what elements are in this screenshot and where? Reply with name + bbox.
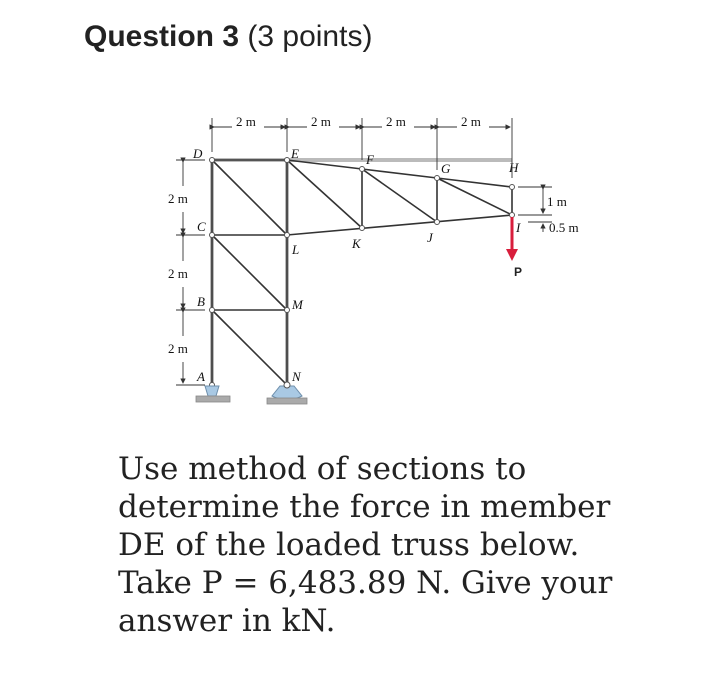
dim-top-2: 2 m <box>311 114 331 129</box>
joint-label-c: C <box>197 219 206 234</box>
prompt-line: determine the force in member <box>118 489 611 525</box>
dim-left-1: 2 m <box>168 191 188 206</box>
joint-label-l: L <box>292 242 300 257</box>
joint-label-k: K <box>352 236 361 251</box>
dim-left-2: 2 m <box>168 266 188 281</box>
member-li <box>287 215 512 235</box>
dim-right-1: 1 m <box>547 194 567 209</box>
member-gi <box>437 178 512 215</box>
dim-top-1: 2 m <box>236 114 256 129</box>
dim-left-3: 2 m <box>168 341 188 356</box>
joint-label-e: E <box>291 146 299 161</box>
dim-right-2: 0.5 m <box>549 220 579 235</box>
joint-label-h: H <box>509 160 519 175</box>
joint-label-d: D <box>193 146 203 161</box>
load-label: P <box>514 265 523 279</box>
member-ek <box>287 160 362 228</box>
prompt-line: answer in kN. <box>118 603 336 639</box>
truss-members <box>212 160 512 385</box>
question-number: Question 3 <box>84 20 240 53</box>
question-points: (3 points) <box>247 20 373 53</box>
member-cm <box>212 235 287 310</box>
joint-label-g: G <box>441 161 451 176</box>
pin-support-n <box>267 382 307 404</box>
joint-label-j: J <box>427 230 433 245</box>
prompt-line: Take P = 6,483.89 N. Give your <box>118 565 613 601</box>
joint-label-n: N <box>292 369 301 384</box>
member-bn <box>212 310 287 385</box>
joint-label-f: F <box>366 152 374 167</box>
joint-label-i: I <box>516 220 521 235</box>
dim-top-4: 2 m <box>461 114 481 129</box>
member-gh <box>437 178 512 187</box>
joint-label-m: M <box>292 297 303 312</box>
member-dl <box>212 160 287 235</box>
joint-label-a: A <box>197 369 205 384</box>
prompt-line: Use method of sections to <box>118 451 527 487</box>
question-prompt <box>118 450 678 640</box>
dim-top-3: 2 m <box>386 114 406 129</box>
joint-label-b: B <box>197 294 205 309</box>
prompt-line: DE of the loaded truss below. <box>118 527 580 563</box>
pin-support-a <box>196 386 230 402</box>
